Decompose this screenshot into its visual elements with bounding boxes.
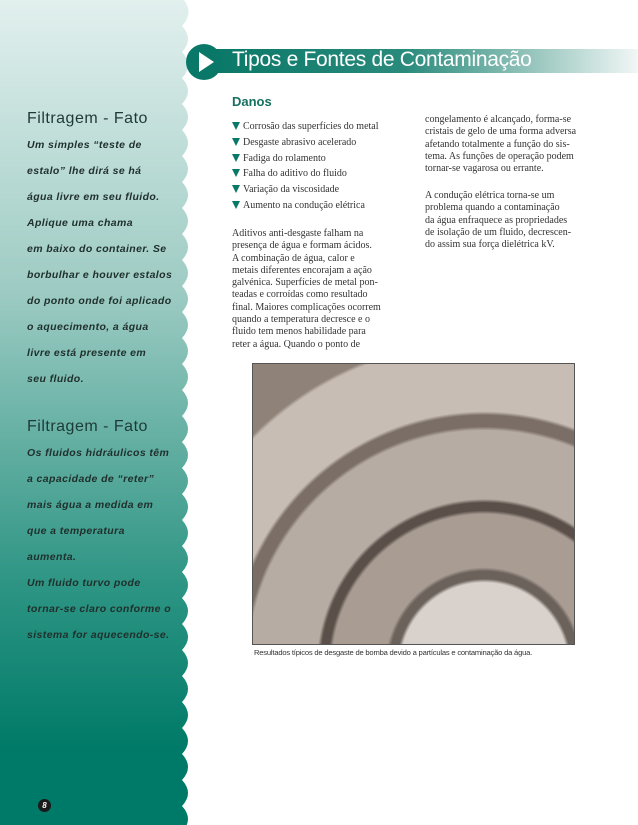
list-item xyxy=(232,166,379,182)
fact-line: do ponto onde foi aplicado xyxy=(27,295,172,307)
fact-line: mais água a medida em xyxy=(27,499,154,511)
page-title: Tipos e Fontes de Contaminação xyxy=(232,48,532,71)
fact-line: Um simples “teste de xyxy=(27,139,142,151)
fact-line: água livre em seu fluido. xyxy=(27,191,160,203)
triangle-bullet-icon xyxy=(232,185,240,193)
list-item xyxy=(232,135,379,151)
list-item-text: Corrosão das superfícies do metal xyxy=(243,121,379,132)
fact-line: a capacidade de “reter” xyxy=(27,473,155,485)
fact-line: borbulhar e houver estalos xyxy=(27,269,173,281)
fact-line: que a temperatura xyxy=(27,525,125,537)
photo-caption: Resultados típicos de desgaste de bomba devido a partículas e contaminação da água. xyxy=(254,648,533,657)
fact-line: sistema for aquecendo-se. xyxy=(27,629,170,641)
fact-title: Filtragem - Fato xyxy=(27,110,148,127)
body-text-col1: Aditivos anti-desgaste falham na presença de água e formam ácidos. A combinação de água, calor e metais diferentes encorajam a ação galvénica. Superfícies de metal pon- teadas e corroídas como resultado final. Maiores complicações ocorrem quando a temperatura decresce e o fluido tem menos habilidade para reter a água. Quando o ponto de xyxy=(232,228,381,350)
fact-line: o aquecimento, a água xyxy=(27,321,149,333)
body-text-col2-p1: congelamento é alcançado, forma-se cristais de gelo de uma forma adversa afetando totalmente a função do sis- tema. As funções de operação podem tornar-se vagarosa ou errante. xyxy=(425,114,577,175)
triangle-bullet-icon xyxy=(232,138,240,146)
fact-line: Um fluido turvo pode xyxy=(27,577,141,589)
fact-line: livre está presente em xyxy=(27,347,147,359)
fact-line: tornar-se claro conforme o xyxy=(27,603,172,615)
play-arrow-icon xyxy=(199,52,214,72)
list-item-text: Aumento na condução elétrica xyxy=(243,199,365,211)
section-header xyxy=(186,44,638,76)
pump-wear-photo xyxy=(252,363,575,645)
sidebar-fact-1 xyxy=(27,110,192,392)
list-item-text: Variação da viscosidade xyxy=(243,184,340,196)
sidebar-fact-2 xyxy=(27,418,192,648)
body-text-col2-p2: A condução elétrica torna-se um problema quando a contaminação da água enfraquece as propriedades de isolação de um fluido, decrescen- do assim sua força dielétrica kV. xyxy=(425,190,572,251)
list-item xyxy=(232,182,379,198)
page-number: 8 xyxy=(38,799,51,812)
list-item-text: Falha do aditivo do fluido xyxy=(243,168,347,180)
list-item xyxy=(232,151,379,167)
fact-line: Os fluidos hidráulicos têm xyxy=(27,447,170,459)
fact-line: aumenta. xyxy=(27,551,77,563)
fact-line: em baixo do container. Se xyxy=(27,243,167,255)
fact-line: Aplique uma chama xyxy=(27,217,133,229)
fact-line: estalo” lhe dirá se há xyxy=(27,165,142,177)
section-heading: Danos xyxy=(232,94,272,109)
list-item-text: Fadiga do rolamento xyxy=(243,152,326,164)
fact-line: seu fluido. xyxy=(27,373,84,385)
triangle-bullet-icon xyxy=(232,201,240,209)
fact-title: Filtragem - Fato xyxy=(27,418,148,435)
list-item xyxy=(232,119,379,135)
triangle-bullet-icon xyxy=(232,154,240,162)
triangle-bullet-icon xyxy=(232,169,240,177)
list-item xyxy=(232,198,379,214)
triangle-bullet-icon xyxy=(232,122,240,130)
damage-list xyxy=(232,119,379,214)
list-item-text: Desgaste abrasivo acelerado xyxy=(243,136,357,148)
